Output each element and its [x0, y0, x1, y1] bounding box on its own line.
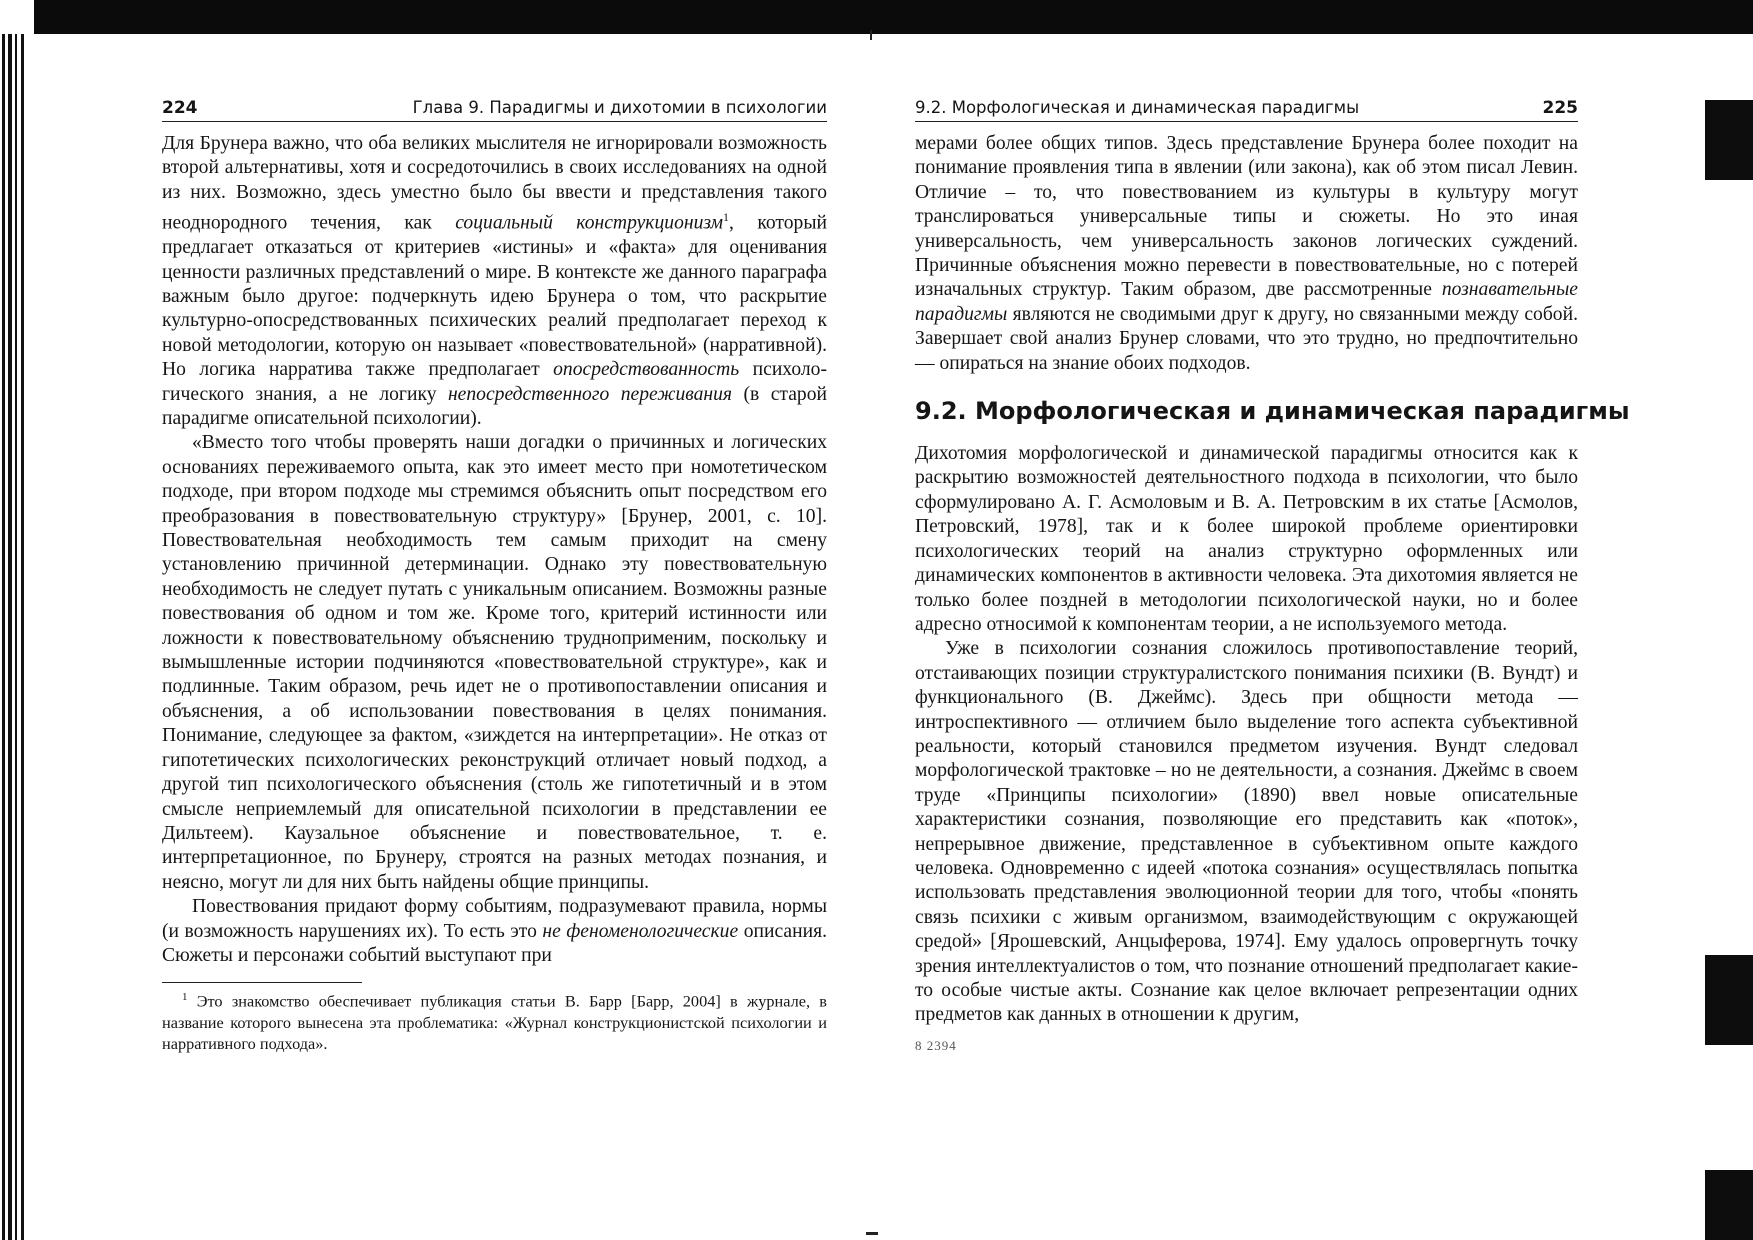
section-heading: 9.2. Морфологическая и динамическая парадигмы	[915, 397, 1630, 426]
scan-top-edge	[0, 0, 1753, 34]
paragraph-text: психологического знания, а не логику	[162, 359, 828, 405]
scan-right-edge	[1705, 100, 1753, 180]
footnote	[162, 987, 827, 1053]
scan-right-edge	[1705, 955, 1753, 1045]
running-head	[915, 96, 1578, 122]
paragraph-text: Дихотомия морфологической и динамической парадигмы относится как к раскрытию возможностей деятельностного подхода в психологии, что было сформулировано А. Г. Асмоловым и В. А. Петровским в их статье [Асмолов, Петровский, 1978], так и к более широкой проблеме ориентировки психологических теорий на анализ структурно оформленных или динамических компонентов в активности человека. Эта дихотомия является не только более поздней в методологии психологической науки, но и более адресно относимой к компонентам теории, а не используемого метода.	[915, 443, 1578, 635]
book-spine-mark	[870, 30, 872, 40]
paragraph	[162, 132, 827, 431]
book-spine-mark	[866, 1232, 878, 1235]
emphasized-term: опосредствованность	[553, 359, 740, 381]
page-number: 225	[1542, 98, 1578, 118]
paragraph	[162, 431, 827, 895]
paragraph-text: Для Брунера важно, что оба великих мыслителя не игнорировали возможность второй альтернативы, хотя и сосредоточились в своих исследованиях на одной из них. Возможно, здесь уместно было бы ввести и представления такого неоднородного течения, как	[162, 133, 827, 234]
paragraph-text: Повествования придают форму событиям, подразумевают правила, нормы (и возможность нарушениях их). То есть это	[162, 896, 827, 942]
paragraph-text: описания. Сюжеты и персонажи событий выступают при	[162, 920, 828, 966]
page-body	[915, 132, 1578, 376]
paragraph-text: (в старой парадигме описательной психологии).	[162, 383, 827, 429]
scan-left-edge	[0, 0, 34, 1240]
signature-mark: 8 2394	[915, 1037, 957, 1053]
footnote-marker: 1	[182, 991, 188, 1004]
paragraph	[162, 895, 827, 968]
left-page	[162, 96, 827, 1054]
footnote-text: Это знакомство обеспечивает публикация статьи В. Барр [Барр, 2004] в журнале, в название которого вынесена эта проблематика: «Журнал конструкционистской психологии и нарративного подхода».	[162, 991, 827, 1053]
paragraph-text: «Вместо того чтобы проверять наши догадки о причинных и логических основаниях переживаемого опыта, как это имеет место при номотетическом подходе, при втором подходе мы стремимся объяснить опыт посредством его преобразования в повествовательную структуру» [Брунер, 2001, с. 10]. Повествовательная необходимость тем самым приходит на смену установлению причинной детерминации. Однако эту повествовательную необходимость не следует путать с уникальным описанием. Возможны разные повествования об одном и том же. Кроме того, критерий истинности или ложности к повествовательному объяснению трудноприменим, поскольку и вымышленные истории подчиняются «повествовательной структуре», как и подлинные. Таким образом, речь идет не о противопоставлении описания и объяснения, а об использовании повествования в целях понимания. Понимание, следующее за фактом, «зиждется на интерпретации». Не отказ от гипотетических психологических реконструкций отличает новый подход, а другой тип психологического объяснения (столь же гипотетичный и в этом смысле неприемлемый для описательной психологии в представлении ее Дильтеем). Каузальное объяснение и повествовательное, т. е. интерпретационное, по Брунеру, строятся на разных методах познания, и неясно, могут ли для них быть найдены общие принципы.	[162, 432, 827, 893]
footnote-reference: 1	[723, 210, 730, 225]
running-head	[162, 96, 827, 122]
emphasized-term: не феноменологические	[542, 920, 739, 942]
emphasized-term: социальный конструкционизм	[455, 212, 724, 234]
paragraph-text: , который предлагает отказаться от критериев «истины» и «факта» для оценивания ценности различных представлений о мире. В контексте же данного параграфа важным было другое: подчеркнуть идею Брунера о том, что раскрытие культурно-опосредствованных психических реалий предполагает переход к новой методологии, которую он называет «повествовательной» (нарративной). Но логика нарратива также предполагает	[162, 212, 827, 381]
paragraph-text: мерами более общих типов. Здесь представление Брунера более походит на понимание проявления типа в явлении (или закона), как об этом писал Левин. Отличие – то, что повествованием из культуры в культуру могут транслироваться универсальные типы и сюжеты. Но это иная универсальность, чем универсальность законов логических суждений. Причинные объяснения можно перевести в повествовательные, но с потерей изначальных структур. Таким образом, две рассмотренные	[915, 133, 1578, 301]
running-head-title: 9.2. Морфологическая и динамическая парадигмы	[915, 98, 1360, 117]
page-number: 224	[162, 98, 198, 118]
paragraph-text: являются не сводимыми друг к другу, но связанными между собой. Завершает свой анализ Брунер словами, что это трудно, но предпочтительно — опираться на знание обоих подходов.	[915, 303, 1578, 374]
page-body	[162, 132, 827, 968]
footnote-rule	[162, 982, 362, 983]
emphasized-term: непосредственного переживания	[447, 383, 733, 405]
paragraph	[915, 442, 1578, 637]
emphasized-term: познавательные парадигмы	[915, 279, 1578, 325]
right-page	[915, 96, 1630, 1058]
running-head-title: Глава 9. Парадигмы и дихотомии в психологии	[412, 98, 827, 117]
paragraph-text: Уже в психологии сознания сложилось противопоставление теорий, отстаивающих позиции структуралистского понимания психики (В. Вундт) и функционального (В. Джеймс). Здесь при общности метода — интроспективного — отличием было выделение того аспекта субъективной реальности, который становился предметом изучения. Вундт следовал морфологической трактовке – но не деятельности, а сознания. Джеймс в своем труде «Принципы психологии» (1890) ввел новые описательные характеристики сознания, позволяющие его представить как «поток», непрерывное движение, представленное в субъективном опыте каждого человека. Одновременно с идеей «потока сознания» осуществлялась попытка использовать представления эволюционной теории для того, чтобы «понять связь психики с живым организмом, взаимодействующим с окружающей средой» [Ярошевский, Анцыферова, 1974]. Ему удалось опровергнуть точку зрения интеллектуалистов о том, что познание отношений предполагает какие-то особые чистые акты. Сознание как целое включает репрезентации одних предметов как данных в отношении к другим,	[915, 638, 1578, 1026]
page-body	[915, 442, 1578, 1028]
paragraph	[915, 132, 1578, 376]
scan-right-edge	[1705, 1170, 1753, 1240]
paragraph	[915, 637, 1578, 1028]
